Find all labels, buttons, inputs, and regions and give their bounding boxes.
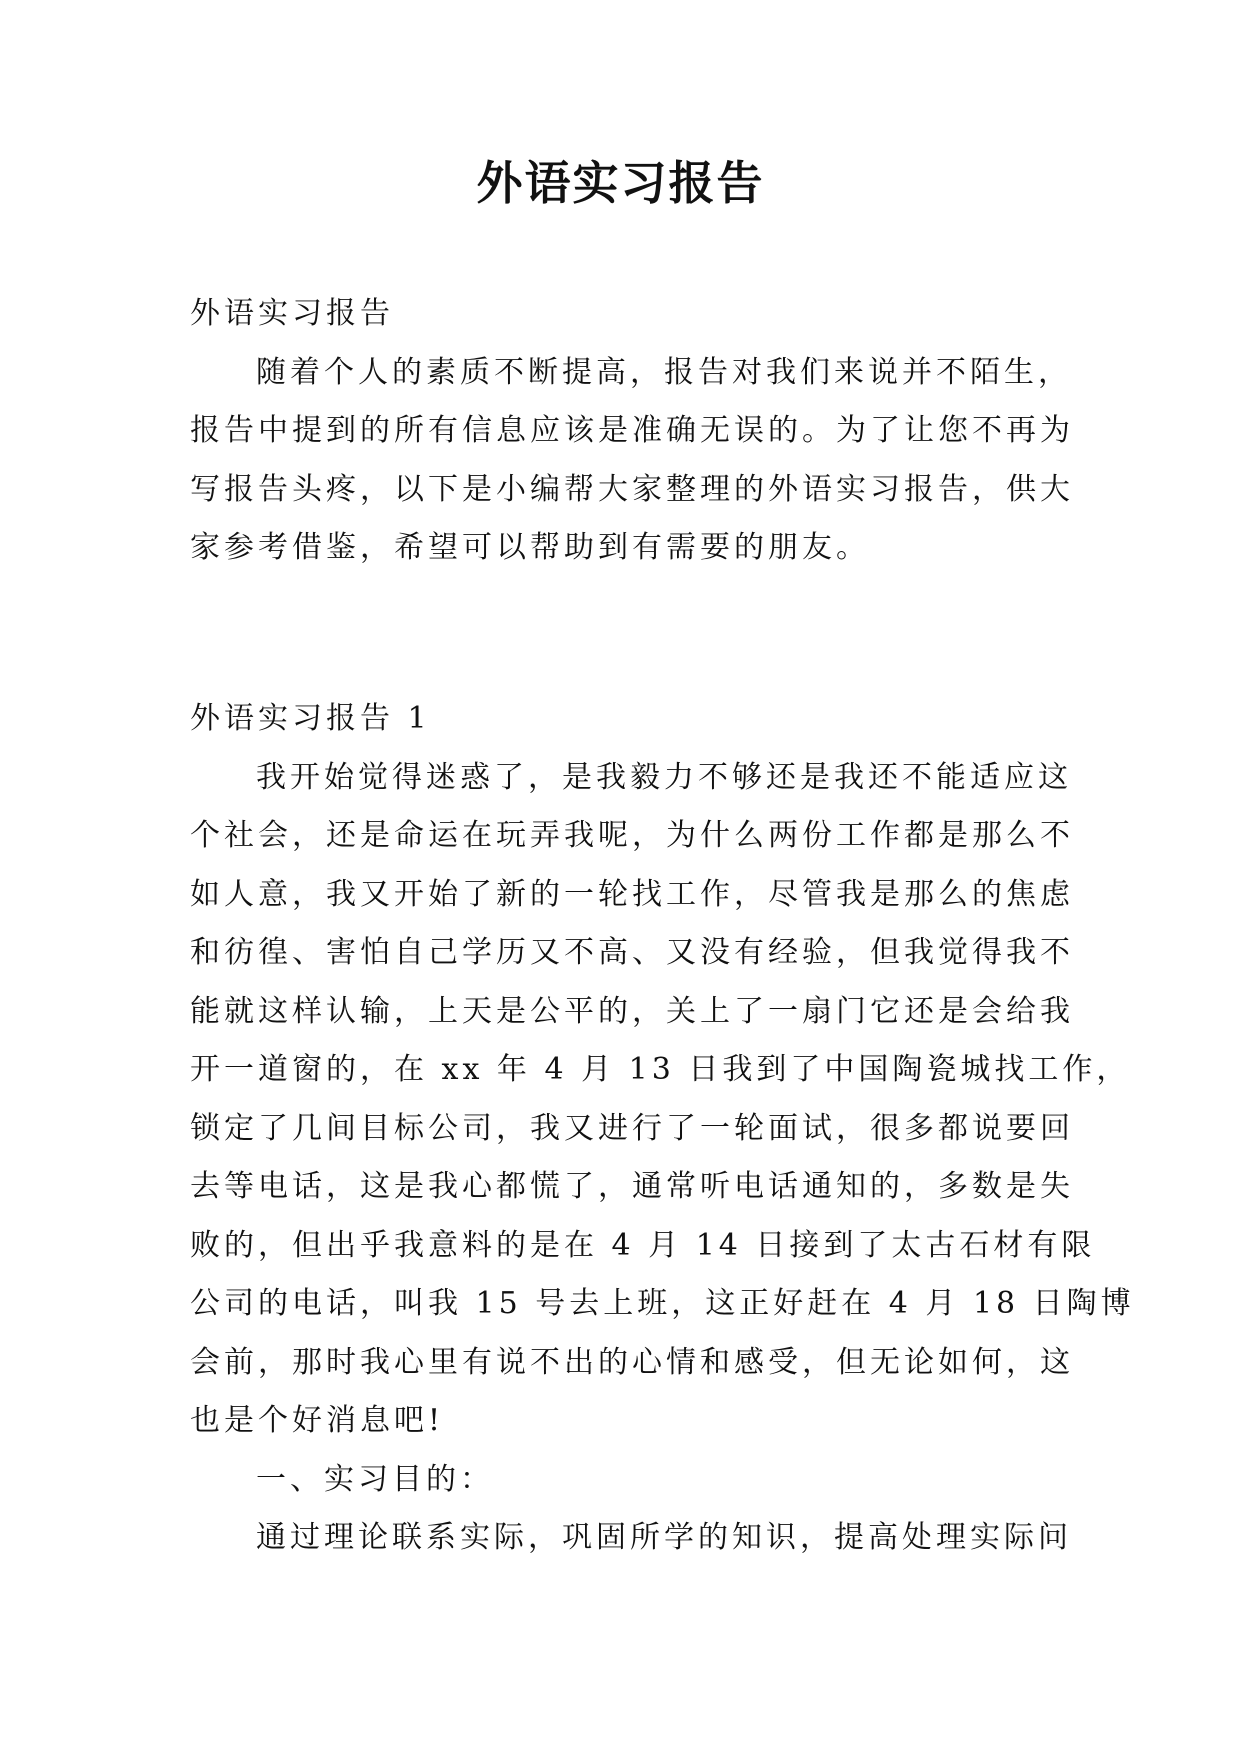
intro-heading: 外语实习报告: [190, 296, 394, 331]
report1-line: 锁定了几间目标公司，我又进行了一轮面试，很多都说要回: [190, 1110, 1074, 1146]
report1-heading: 外语实习报告 1: [190, 701, 431, 736]
report1-line: 会前，那时我心里有说不出的心情和感受，但无论如何，这: [190, 1344, 1074, 1380]
intro-line: 家参考借鉴，希望可以帮助到有需要的朋友。: [190, 530, 870, 565]
document-title: 外语实习报告: [476, 156, 765, 210]
report1-line: 公司的电话，叫我 15 号去上班，这正好赶在 4 月 18 日陶博: [190, 1286, 1135, 1321]
report1-line: 和彷徨、害怕自己学历又不高、又没有经验，但我觉得我不: [190, 935, 1074, 970]
purpose-line: 通过理论联系实际，巩固所学的知识，提高处理实际问: [256, 1520, 1072, 1555]
report1-line: 我开始觉得迷惑了，是我毅力不够还是我还不能适应这: [256, 759, 1072, 795]
intro-section: [190, 285, 1074, 578]
report1-line: 个社会，还是命运在玩弄我呢，为什么两份工作都是那么不: [190, 818, 1074, 853]
report1-line: 也是个好消息吧!: [190, 1403, 445, 1438]
intro-line: 写报告头疼，以下是小编帮大家整理的外语实习报告，供大: [190, 471, 1074, 507]
report1-line: 去等电话，这是我心都慌了，通常听电话通知的，多数是失: [190, 1169, 1074, 1204]
intro-line: 报告中提到的所有信息应该是准确无误的。为了让您不再为: [190, 413, 1074, 448]
report1-line: 开一道窗的，在 xx 年 4 月 13 日我到了中国陶瓷城找工作，: [190, 1052, 1131, 1087]
report1-line: 败的，但出乎我意料的是在 4 月 14 日接到了太古石材有限: [190, 1227, 1096, 1263]
section-heading-purpose: 一、实习目的：: [256, 1461, 494, 1497]
report1-section: [190, 690, 1135, 1568]
report1-line: 能就这样认输，上天是公平的，关上了一扇门它还是会给我: [190, 993, 1074, 1029]
intro-line: 随着个人的素质不断提高，报告对我们来说并不陌生，: [256, 354, 1072, 390]
report1-line: 如人意，我又开始了新的一轮找工作，尽管我是那么的焦虑: [190, 876, 1074, 912]
